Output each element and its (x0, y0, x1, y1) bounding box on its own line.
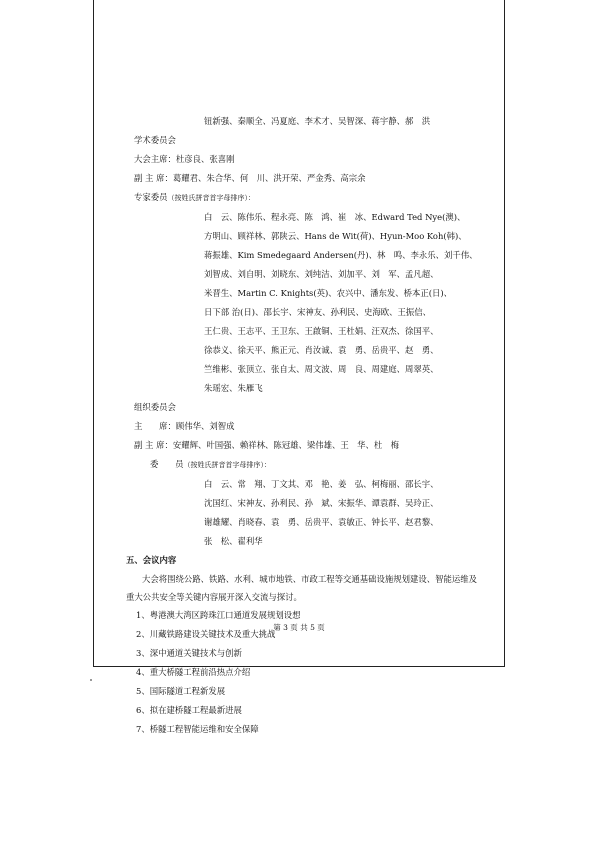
expert-line: 白 云、陈伟乐、程永亮、陈 鸿、崔 冰、Edward Ted Nye(澳)、 (204, 212, 466, 222)
page-content (126, 112, 494, 739)
expert-line: 米晋生、Martin C. Knights(英)、农兴中、潘东发、桥本正(日)、 (204, 288, 453, 298)
topic-item: 7、桥隧工程智能运维和安全保障 (136, 724, 259, 734)
expert-line: 竺维彬、张顶立、张自太、周文波、周 良、周建庭、周翠英、 (204, 364, 439, 374)
topic-item: 5、国际隧道工程新发展 (136, 686, 226, 696)
organizing-committee-heading: 组织委员会 (134, 402, 176, 412)
expert-line: 蒋振雄、Kim Smedegaard Andersen(丹)、林 鸣、李永乐、刘千伟、 (204, 250, 478, 260)
member-label: 委 员 (150, 459, 184, 469)
topic-item: 6、拟在建桥隧工程最新进展 (136, 705, 242, 715)
member-sort-note: （按姓氏拼音首字母排序）： (183, 461, 271, 469)
expert-committee-label (134, 188, 494, 208)
topic-item: 3、深中通道关键技术与创新 (136, 648, 242, 658)
expert-line: 日下部 治(日)、邵长宇、宋神友、孙利民、史海欧、王振信、 (204, 307, 431, 317)
expert-line: 朱瑶宏、朱雁飞 (204, 383, 263, 393)
section-five-heading: 五、会议内容 (126, 555, 177, 565)
expert-line: 王仁贵、王志平、王卫东、王啟铜、王杜娟、汪双杰、徐国平、 (204, 326, 439, 336)
academic-committee-heading: 学术委员会 (134, 135, 176, 145)
vice-chair: 副 主 席：葛耀君、朱合华、何 川、洪开荣、严金秀、高宗余 (134, 173, 366, 183)
committee-names-continued: 钮新强、秦顺全、冯夏庭、李术才、吴智深、蒋宇静、郝 洪 (204, 116, 431, 126)
expert-line: 方明山、顾祥林、郭陕云、Hans de Wit(荷)、Hyun-Moo Koh(韩)、 (204, 231, 467, 241)
content-paragraph: 大会将围绕公路、铁路、水利、城市地铁、市政工程等交通基础设施规划建设、智能运维及重大公共安全等关键内容展开深入交流与探讨。 (126, 574, 477, 602)
topic-item: 2、川藏铁路建设关键技术及重大挑战 (136, 629, 276, 639)
member-label-row (134, 455, 494, 475)
organizing-vice-chair: 副 主 席：安耀辉、叶国强、赖祥林、陈冠雄、梁伟雄、王 华、杜 梅 (134, 440, 399, 450)
conference-chair: 大会主席：杜彦良、张喜刚 (134, 154, 235, 164)
organizing-chair: 主 席：顾伟华、刘智成 (134, 421, 235, 431)
page-number-footer: 第 3 页 共 5 页 (273, 623, 325, 632)
member-line: 白 云、常 翔、丁文其、邓 艳、姜 弘、柯梅丽、邵长宇、 (204, 479, 439, 489)
scan-speck (90, 679, 92, 681)
expert-label: 专家委员 (134, 192, 168, 202)
topic-item: 1、粤港澳大湾区跨珠江口通道发展规划设想 (136, 610, 301, 620)
member-line: 沈国红、宋神友、孙利民、孙 斌、宋振华、谭袁群、吴玲正、 (204, 498, 439, 508)
document-page (93, 0, 505, 734)
topic-item: 4、重大桥隧工程前沿热点介绍 (136, 667, 251, 677)
expert-line: 刘智成、刘自明、刘晓东、刘纯洁、刘加平、刘 军、孟凡超、 (204, 269, 439, 279)
expert-line: 徐恭义、徐天平、熊正元、肖汝诚、袁 勇、岳贵平、赵 勇、 (204, 345, 439, 355)
member-line: 张 松、翟利华 (204, 536, 263, 546)
expert-sort-note: （按姓氏拼音首字母排序）： (167, 194, 255, 202)
member-line: 谢雄耀、肖晓春、袁 勇、岳贵平、袁敏正、钟长平、赵君黎、 (204, 517, 439, 527)
